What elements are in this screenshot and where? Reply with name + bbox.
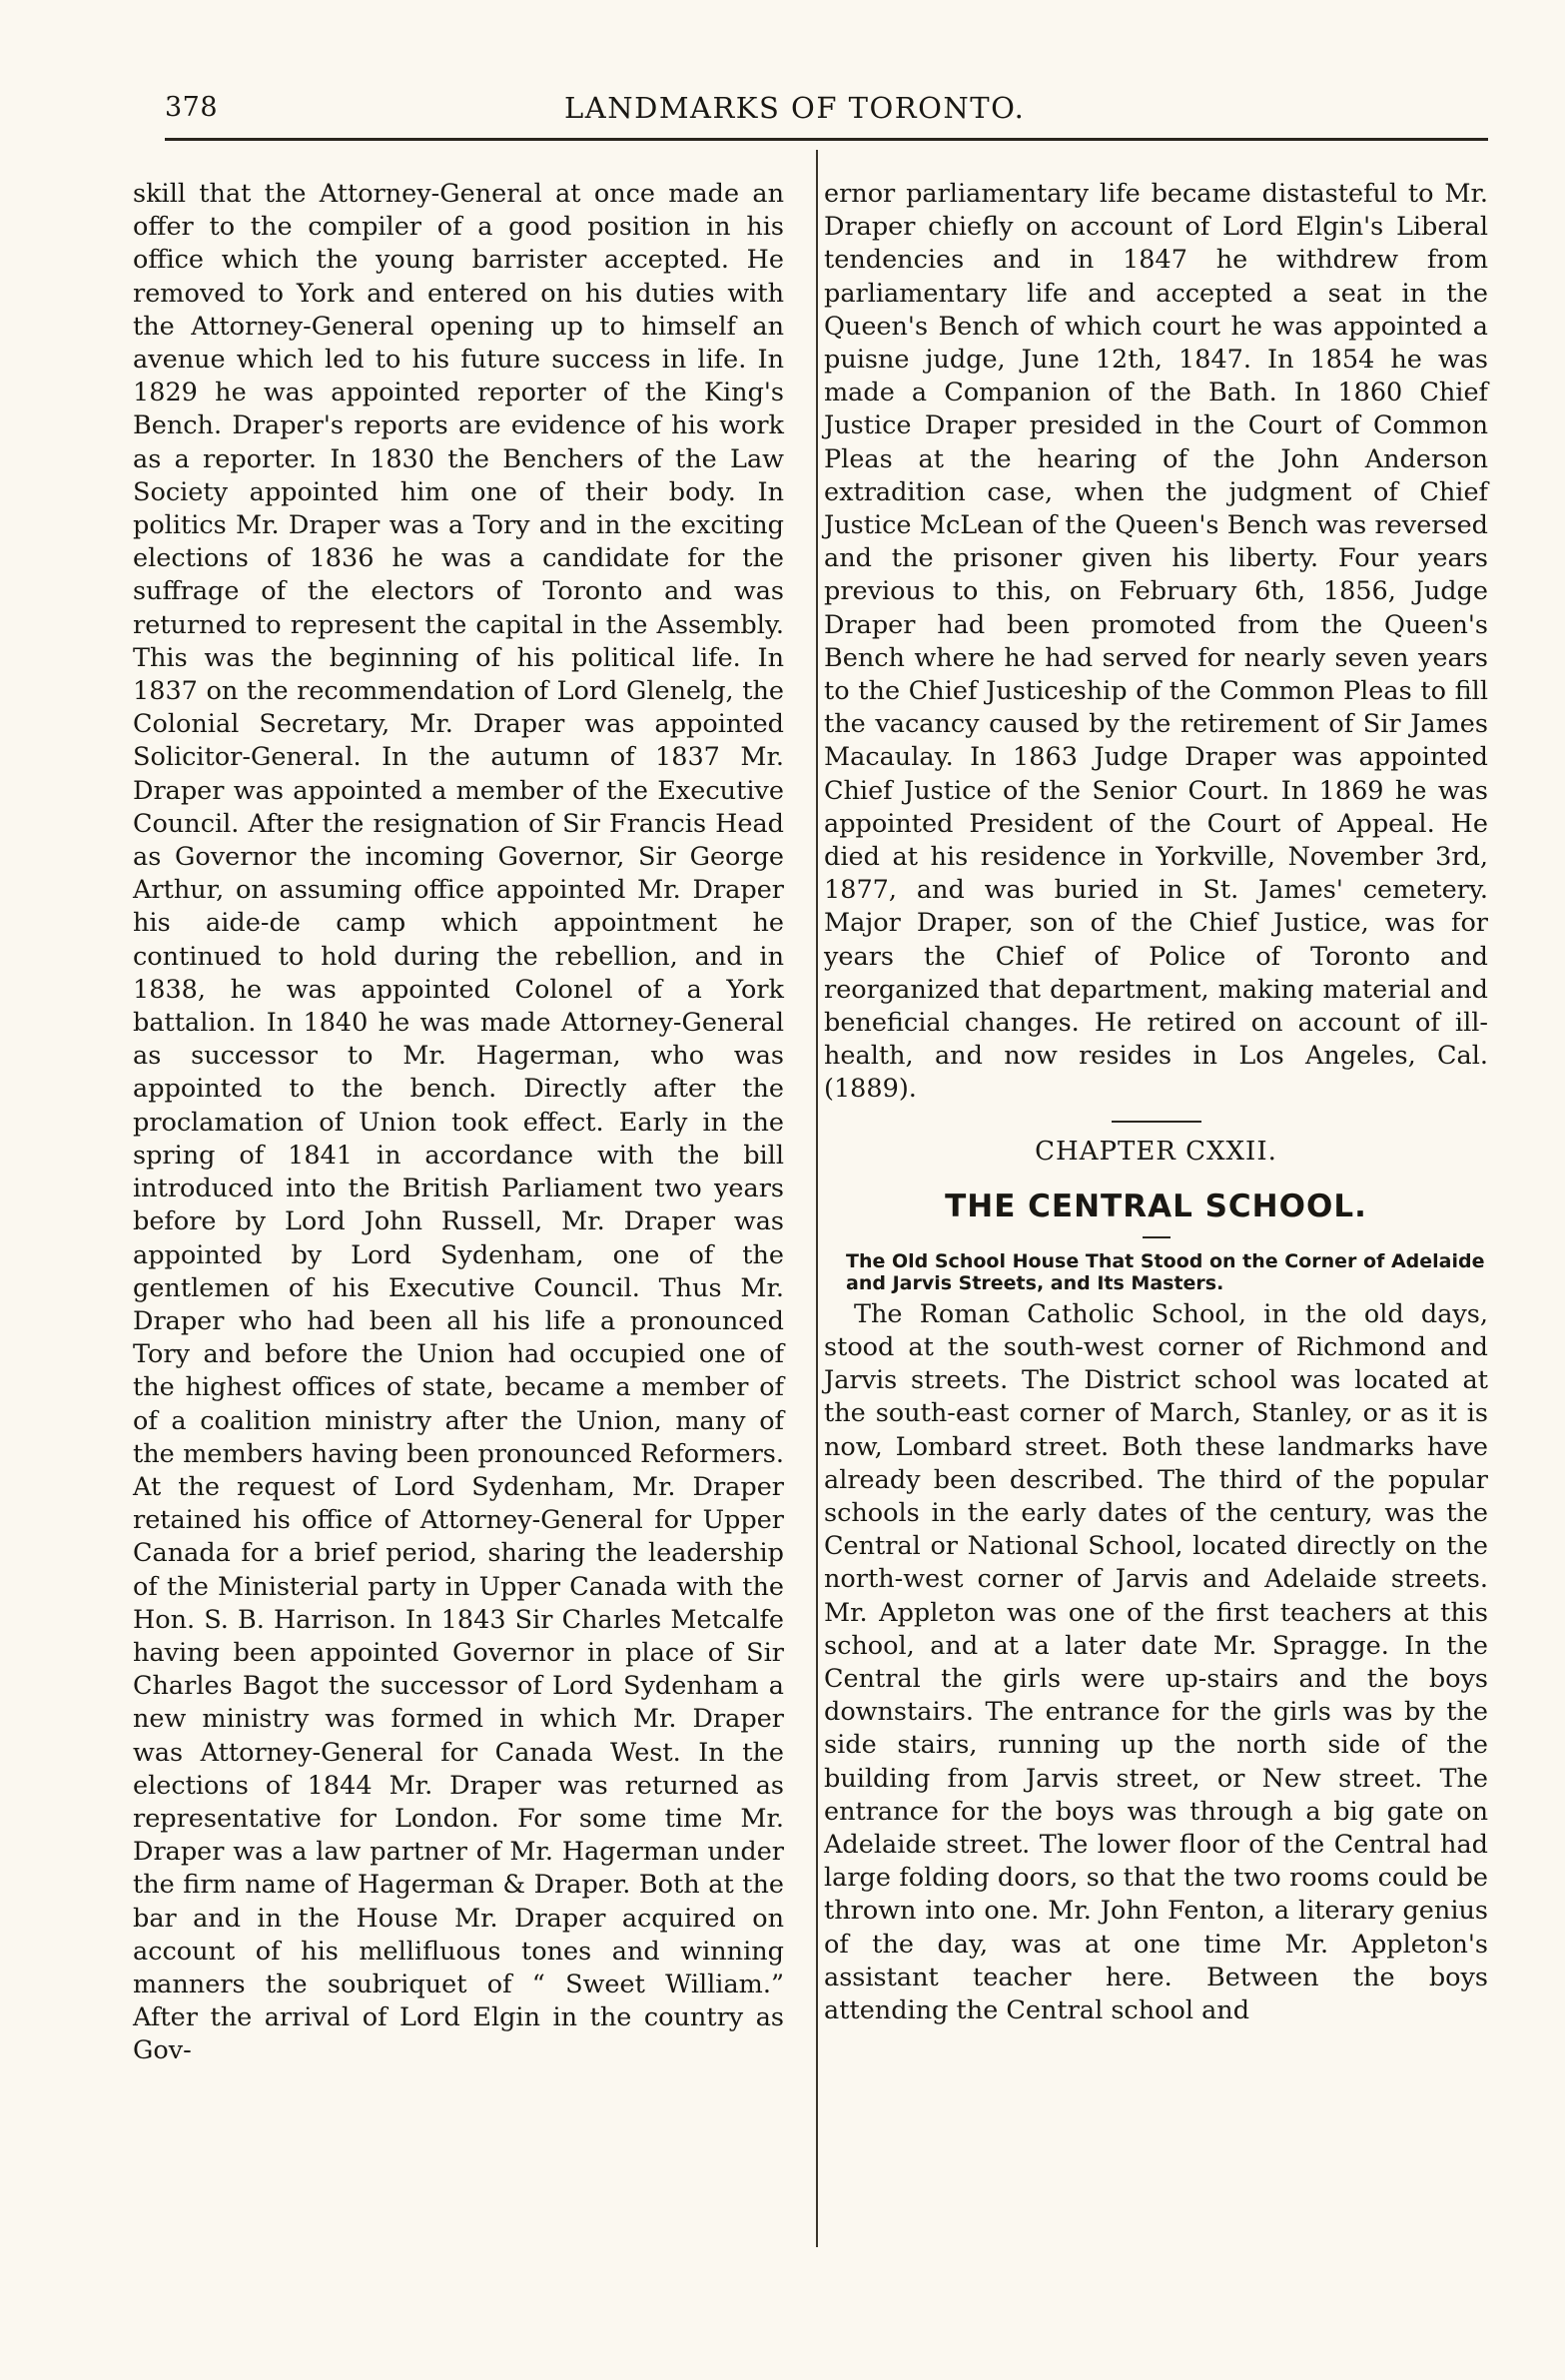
section-body-text: The Roman Catholic School, in the old days, stood at the south-west corner of Richmond and Jarvis streets. The District school was located at the south-east corner of March, Stanley, or as it is now, Lombard street. Both these landmarks have already been described. The third of the popular schools in the early dates of the century, was the Central or National School, located directly on the north-west corner of Jarvis and Adelaide streets. Mr. Appleton was one of the first teachers at this school, and at a later date Mr. Spragge. In the Central the girls were up-stairs and the boys downstairs. The entrance for the girls was by the side stairs, running up the north side of the building from Jarvis street, or New street. The entrance for the boys was through a big gate on Adelaide street. The lower floor of the Central had large folding doors, so that the two rooms could be thrown into one. Mr. John Fenton, a literary genius of the day, was at one time Mr. Appleton's assistant teacher here. Between the boys attending the Central school and <box>824 1298 1488 2025</box>
left-column-text: skill that the Attorney-General at once made an offer to the compiler of a good position in his office which the young barrister accepted. He removed to York and entered on his duties with the Attorney-General opening up to himself an avenue which led to his future success in life. In 1829 he was appointed reporter of the King's Bench. Draper's reports are evidence of his work as a reporter. In 1830 the Benchers of the Law Society appointed him one of their body. In politics Mr. Draper was a Tory and in the exciting elections of 1836 he was a candidate for the suffrage of the electors of Toronto and was returned to represent the capital in the Assembly. This was the beginning of his political life. In 1837 on the recommendation of Lord Glenelg, the Colonial Secretary, Mr. Draper was appointed Solicitor-General. In the autumn of 1837 Mr. Draper was appointed a member of the Executive Council. After the resignation of Sir Francis Head as Governor the incoming Governor, Sir George Arthur, on assuming office appointed Mr. Draper his aide-de camp which appointment he continued to hold during the rebellion, and in 1838, he was appointed Colonel of a York battalion. In 1840 he was made Attorney-General as successor to Mr. Hagerman, who was appointed to the bench. Directly after the proclamation of Union took effect. Early in the spring of 1841 in accordance with the bill introduced into the British Parliament two years before by Lord John Russell, Mr. Draper was appointed by Lord Sydenham, one of the gentlemen of his Executive Council. Thus Mr. Draper who had been all his life a pronounced Tory and before the Union had occupied one of the highest offices of state, became a member of of a coalition ministry after the Union, many of the members having been pronounced Reformers. At the request of Lord Sydenham, Mr. Draper retained his office of Attorney-General for Upper Canada for a brief period, sharing the leadership of the Ministerial party in Upper Canada with the Hon. S. B. Harrison. In 1843 Sir Charles Metcalfe having been appointed Governor in place of Sir Charles Bagot the successor of Lord Sydenham a new ministry was formed in which Mr. Draper was Attorney-General for Canada West. In the elections of 1844 Mr. Draper was returned as representative for London. For some time Mr. Draper was a law partner of Mr. Hagerman under the firm name of Hagerman & Draper. Both at the bar and in the House Mr. Draper acquired on account of his mellifluous tones and winning manners the soubriquet of “ Sweet William.” After the arrival of Lord Elgin in the country as Gov- <box>133 179 784 2066</box>
section-subheading: The Old School House That Stood on the Corner of Adelaide and Jarvis Streets, and Its Masters. <box>846 1249 1485 1294</box>
right-column-continuation: ernor parliamentary life became distasteful to Mr. Draper chiefly on account of Lord Elgin's Liberal tendencies and in 1847 he withdrew from parliamentary life and accepted a seat in the Queen's Bench of which court he was appointed a puisne judge, June 12th, 1847. In 1854 he was made a Companion of the Bath. In 1860 Chief Justice Draper presided in the Court of Common Pleas at the hearing of the John Anderson extradition case, when the judgment of Chief Justice McLean of the Queen's Bench was reversed and the prisoner given his liberty. Four years previous to this, on February 6th, 1856, Judge Draper had been promoted from the Queen's Bench where he had served for nearly seven years to the Chief Justiceship of the Common Pleas to fill the vacancy caused by the retirement of Sir James Macaulay. In 1863 Judge Draper was appointed Chief Justice of the Senior Court. In 1869 he was appointed President of the Court of Appeal. He died at his residence in Yorkville, November 3rd, 1877, and was buried in St. James' cemetery. Major Draper, son of the Chief Justice, was for years the Chief of Police of Toronto and reorganized that department, making material and beneficial changes. He retired on account of ill-health, and now resides in Los Angeles, Cal. (1889). <box>824 179 1488 1105</box>
left-column <box>133 178 784 2068</box>
chapter-heading: CHAPTER CXXII. <box>1035 1136 1277 1167</box>
running-title: LANDMARKS OF TORONTO. <box>564 91 1026 125</box>
right-column <box>824 178 1488 2027</box>
column-divider <box>816 150 818 2247</box>
header-rule <box>165 138 1488 141</box>
title-divider <box>1143 1236 1171 1238</box>
section-divider <box>1112 1121 1201 1123</box>
page-number: 378 <box>165 92 219 123</box>
section-title: THE CENTRAL SCHOOL. <box>945 1188 1367 1224</box>
page-header <box>165 88 1493 140</box>
